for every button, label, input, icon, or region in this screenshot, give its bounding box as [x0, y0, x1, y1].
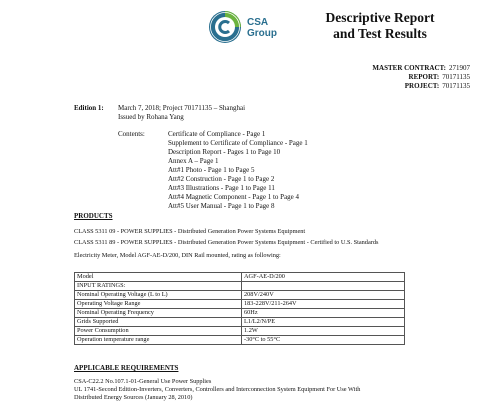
- table-row: [75, 327, 405, 336]
- meta-value: 70171135: [442, 82, 470, 90]
- meta-label: REPORT:: [408, 73, 440, 81]
- document-title: [300, 10, 460, 42]
- table-cell: 60Hz: [242, 309, 405, 318]
- table-cell: Power Consumption: [75, 327, 242, 336]
- logo-text-line1: CSA: [247, 17, 269, 28]
- meta-row-master-contract: [250, 64, 470, 73]
- table-cell: L1/L2/N/PE: [242, 318, 405, 327]
- requirements-text: [74, 378, 404, 403]
- meta-value: 70171135: [442, 73, 470, 81]
- product-class-2: CLASS 5311 89 - POWER SUPPLIES - Distributed Generation Power Systems Equipment - Certified to U.S. Standards: [74, 239, 379, 247]
- contents-item: Att#5 User Manual - Page 1 to Page 8: [168, 202, 275, 210]
- products-heading: PRODUCTS: [74, 212, 113, 220]
- product-class-1: CLASS 5311 09 - POWER SUPPLIES - Distributed Generation Power Systems Equipment: [74, 228, 306, 235]
- table-row: [75, 336, 405, 345]
- table-cell: Operation temperature range: [75, 336, 242, 345]
- title-line1: Descriptive Report: [325, 10, 435, 25]
- edition-line2: Issued by Rohana Yang: [118, 113, 184, 121]
- contents-item: Att#1 Photo - Page 1 to Page 5: [168, 166, 255, 174]
- logo-wordmark: [247, 17, 277, 39]
- table-row: [75, 291, 405, 300]
- contents-item: Description Report - Pages 1 to Page 10: [168, 148, 281, 156]
- table-cell: 1.2W: [242, 327, 405, 336]
- table-cell: -30°C to 55°C: [242, 336, 405, 345]
- meta-row-report: [250, 73, 470, 82]
- contract-meta: [250, 64, 470, 91]
- table-cell: Operating Voltage Range: [75, 300, 242, 309]
- products-text: [74, 228, 404, 261]
- contents-item: Att#4 Magnetic Component - Page 1 to Page 4: [168, 193, 300, 201]
- requirement-line1: CSA-C22.2 No.107.1-01-General Use Power Supplies: [74, 378, 212, 385]
- product-description: Electricity Meter, Model AGF-AE-D/200, DIN Rail mounted, rating as following:: [74, 252, 281, 260]
- csa-logo-icon: [208, 10, 242, 44]
- table-cell: Model: [75, 273, 242, 282]
- contents-item: Supplement to Certificate of Compliance - Page 1: [168, 139, 308, 147]
- table-cell: [242, 282, 405, 291]
- contents-item: Att#3 Illustrations - Page 1 to Page 11: [168, 184, 275, 192]
- contents-label: Contents:: [118, 130, 145, 138]
- meta-label: PROJECT:: [404, 82, 440, 90]
- meta-label: MASTER CONTRACT:: [372, 64, 446, 72]
- table-cell: AGF-AE-D/200: [242, 273, 405, 282]
- requirements-heading: APPLICABLE REQUIREMENTS: [74, 364, 179, 372]
- contents-list: [168, 130, 308, 211]
- title-line2: and Test Results: [333, 26, 427, 41]
- edition-line1: March 7, 2018; Project 70171135 – Shanghai: [118, 104, 246, 112]
- table-row: [75, 282, 405, 291]
- edition-label: Edition 1:: [74, 104, 104, 112]
- table-cell: Grids Supported: [75, 318, 242, 327]
- requirement-line3: Distributed Energy Sources (January 28, 2010): [74, 394, 193, 402]
- table-cell: 183-228V/211-264V: [242, 300, 405, 309]
- contents-item: Annex A – Page 1: [168, 157, 219, 165]
- contents-item: Att#2 Construction - Page 1 to Page 2: [168, 175, 275, 183]
- ratings-table: [74, 272, 405, 345]
- meta-row-project: [250, 82, 470, 91]
- requirement-line2: UL 1741-Second Edition-Inverters, Converters, Controllers and Interconnection System Equipment For Use With: [74, 386, 361, 394]
- table-row: [75, 300, 405, 309]
- edition-details: [118, 104, 245, 122]
- table-cell: Nominal Operating Frequency: [75, 309, 242, 318]
- meta-value: 271907: [449, 64, 470, 72]
- table-row: [75, 273, 405, 282]
- table-row: [75, 318, 405, 327]
- contents-item: Certificate of Compliance - Page 1: [168, 130, 266, 138]
- table-cell: INPUT RATINGS:: [75, 282, 242, 291]
- table-row: [75, 309, 405, 318]
- table-cell: 208V/240V: [242, 291, 405, 300]
- table-cell: Nominal Operating Voltage (L to L): [75, 291, 242, 300]
- logo-text-line2: Group: [247, 28, 277, 39]
